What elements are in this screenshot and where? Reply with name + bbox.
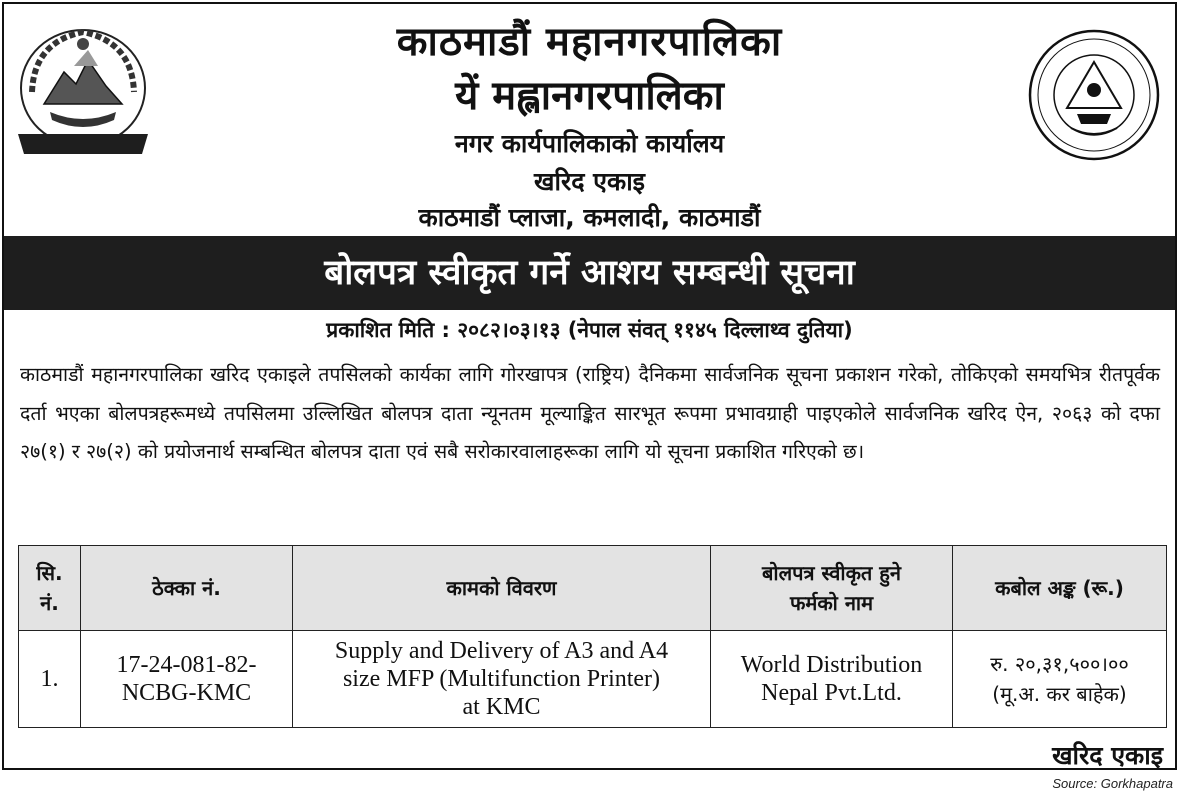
nepal-government-emblem-icon [14, 22, 152, 162]
header-office: नगर कार्यपालिकाको कार्यालय [454, 129, 725, 158]
table-header-row [19, 546, 1167, 631]
col-header-firm: बोलपत्र स्वीकृत हुने फर्मको नाम [711, 546, 953, 631]
publication-date: प्रकाशित मिति : २०८२।०३।१३ (नेपाल संवत् ११४५ दिल्लाथ्व दुतिया) [326, 318, 853, 342]
source-credit: Source: Gorkhapatra [1052, 776, 1173, 791]
col-header-sn: सि. नं. [19, 546, 81, 631]
cell-firm: World Distribution Nepal Pvt.Ltd. [711, 631, 953, 728]
col-header-description: कामको विवरण [293, 546, 711, 631]
signoff-unit: खरिद एकाइ [1052, 741, 1163, 770]
notice-frame [2, 2, 1177, 770]
header-unit: खरिद एकाइ [534, 167, 645, 196]
notice-header [4, 4, 1175, 236]
award-table [18, 545, 1167, 728]
cell-amount: रु. २०,३१,५००।०० (मू.अ. कर बाहेक) [953, 631, 1167, 728]
cell-contract-no: 17-24-081-82- NCBG-KMC [81, 631, 293, 728]
notice-paragraph: काठमाडौं महानगरपालिका खरिद एकाइले तपसिलको कार्यका लागि गोरखापत्र (राष्ट्रिय) दैनिकमा सार्वजनिक सूचना प्रकाशन गरेको, तोकिएको समयभित्र रीतपूर्वक दर्ता भएका बोलपत्रहरूमध्ये तपसिलमा उल्लिखित बोलपत्र दाता न्यूनतम मूल्याङ्कित सारभूत रूपमा प्रभावग्राही पाइएकोले सार्वजनिक खरिद ऐन, २०६३ को दफा २७(१) र २७(२) को प्रयोजनार्थ सम्बन्धित बोलपत्र दाता एवं सबै सरोकारवालाहरूका लागि यो सूचना प्रकाशित गरिएको छ। [20, 363, 1160, 463]
cell-description: Supply and Delivery of A3 and A4 size MFP (Multifunction Printer) at KMC [293, 631, 711, 728]
table-row [19, 631, 1167, 728]
cell-sn: 1. [19, 631, 81, 728]
header-address: काठमाडौं प्लाजा, कमलादी, काठमाडौं [418, 203, 761, 232]
header-title-newari: यें मह्लानगरपालिका [455, 72, 724, 119]
col-header-amount: कबोल अङ्क (रू.) [953, 546, 1167, 631]
notice-title-banner: बोलपत्र स्वीकृत गर्ने आशय सम्बन्धी सूचना [4, 236, 1175, 310]
col-header-contract-no: ठेक्का नं. [81, 546, 293, 631]
header-title: काठमाडौं महानगरपालिका [396, 19, 783, 65]
kathmandu-metropolitan-city-seal-icon [1027, 28, 1161, 162]
